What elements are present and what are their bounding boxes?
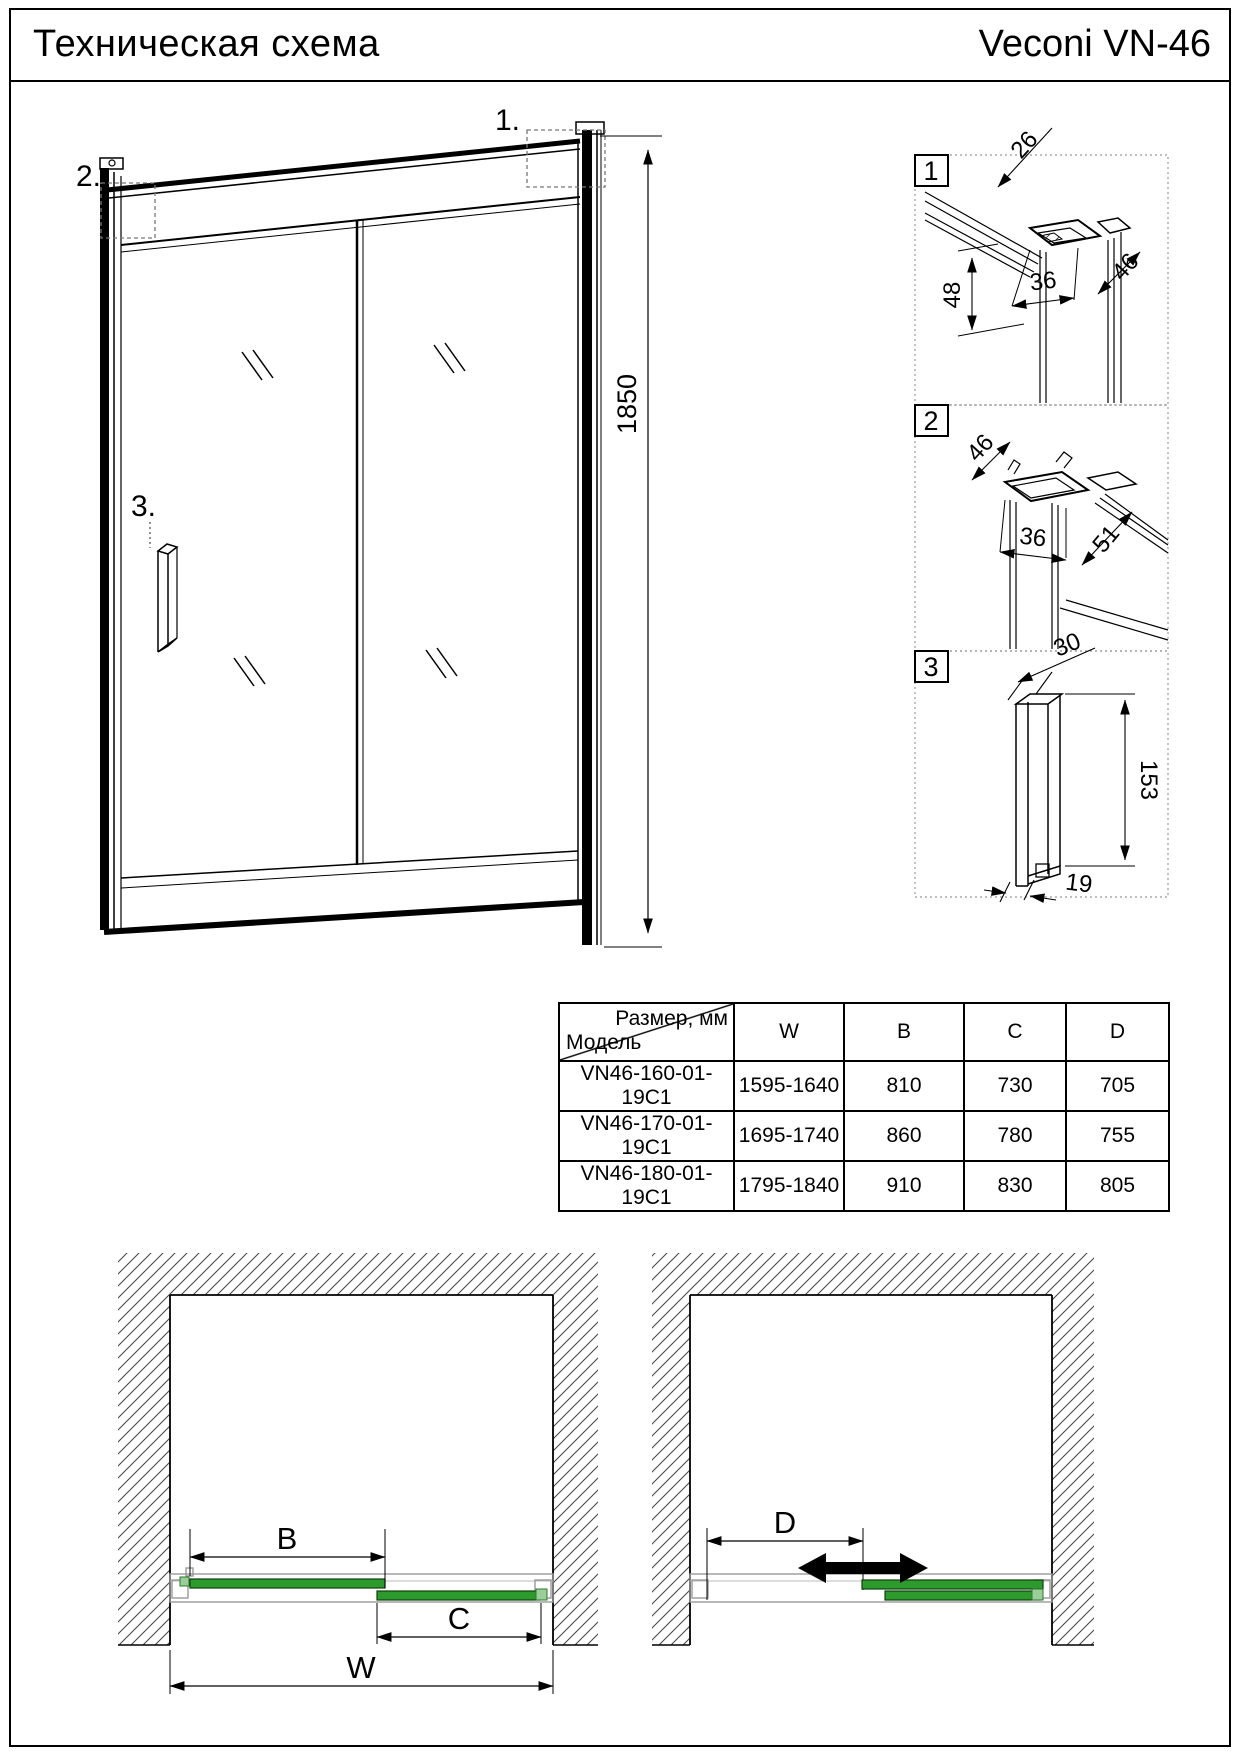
detail-3-number: 3 [923,652,939,682]
detail-1-dim-26: 26 [1005,126,1044,164]
detail-view-2 [915,405,1168,651]
table-row [559,1111,1169,1161]
detail-2-number: 2 [923,406,939,436]
plan-left-dim-w-label: W [346,1650,376,1685]
detail-3-dim-153: 153 [1135,759,1162,801]
value-b: 910 [844,1161,964,1211]
door-panel-divider [357,220,363,865]
detail-1-dim-36: 36 [1028,266,1058,297]
detail-3-dim-30: 30 [1049,627,1085,663]
page-title: Техническая схема [33,23,380,65]
value-b: 860 [844,1111,964,1161]
plan-left-glass-panels [180,1577,547,1600]
plan-left-dim-w [170,1650,553,1694]
plan-right-dim-d-label: D [773,1505,797,1540]
table-row [559,1161,1169,1211]
value-c: 830 [964,1161,1066,1211]
door-right-post [576,122,604,945]
size-header-label: Размер, мм [615,1007,728,1030]
value-d: 705 [1066,1061,1169,1111]
detail-1-dim-46: 46 [1106,248,1145,286]
detail-2-dim-36: 36 [1018,522,1048,553]
column-header-w: W [734,1003,844,1061]
model-header-label: Модель [566,1031,642,1054]
value-d: 805 [1066,1161,1169,1211]
detail-3-handle [1016,694,1062,886]
product-name: Veconi VN-46 [978,23,1211,65]
value-w: 1695-1740 [734,1111,844,1161]
table-row [559,1061,1169,1111]
detail-3-dim-19: 19 [1064,868,1094,899]
value-w: 1795-1840 [734,1161,844,1211]
plan-left-dim-c-label: C [447,1601,471,1636]
plan-right-glass-panels [862,1580,1043,1600]
detail-view-3 [915,628,1168,902]
door-handle [158,544,177,652]
detail-2-dim-51: 51 [1087,520,1126,559]
value-w: 1595-1640 [734,1061,844,1111]
column-header-d: D [1066,1003,1169,1061]
callout-1-label: 1. [495,104,521,137]
door-top-rail [107,141,580,252]
model-name: VN46-180-01-19C1 [559,1161,734,1211]
value-d: 755 [1066,1111,1169,1161]
value-c: 780 [964,1111,1066,1161]
callout-2 [76,160,155,238]
plan-left-dim-b-label: B [276,1521,298,1556]
detail-1-number: 1 [923,156,939,186]
detail-2-dim-46: 46 [961,429,1000,467]
value-b: 810 [844,1061,964,1111]
plan-right-dim-d [707,1505,863,1600]
size-table [558,1002,1170,1212]
plan-left-dim-b [190,1521,385,1588]
height-dimension-label: 1850 [612,373,642,435]
callout-3 [131,490,156,548]
door-front-view [76,104,662,947]
model-name: VN46-170-01-19C1 [559,1111,734,1161]
detail-1-dim-48: 48 [939,281,966,309]
column-header-b: B [844,1003,964,1061]
plan-view-right [652,1253,1094,1645]
plan-left-dim-c [377,1601,541,1644]
size-table-header-row [559,1003,1169,1061]
value-c: 730 [964,1061,1066,1111]
plan-view-left [118,1253,598,1694]
size-table-corner-cell [559,1003,734,1061]
callout-2-label: 2. [76,160,102,193]
model-name: VN46-160-01-19C1 [559,1061,734,1111]
callout-3-label: 3. [131,490,157,523]
door-left-post [100,158,123,930]
height-dimension [600,136,662,947]
column-header-c: C [964,1003,1066,1061]
glass-reflection-marks [234,343,465,686]
detail-view-1 [915,126,1168,405]
door-bottom-rail [104,851,584,932]
